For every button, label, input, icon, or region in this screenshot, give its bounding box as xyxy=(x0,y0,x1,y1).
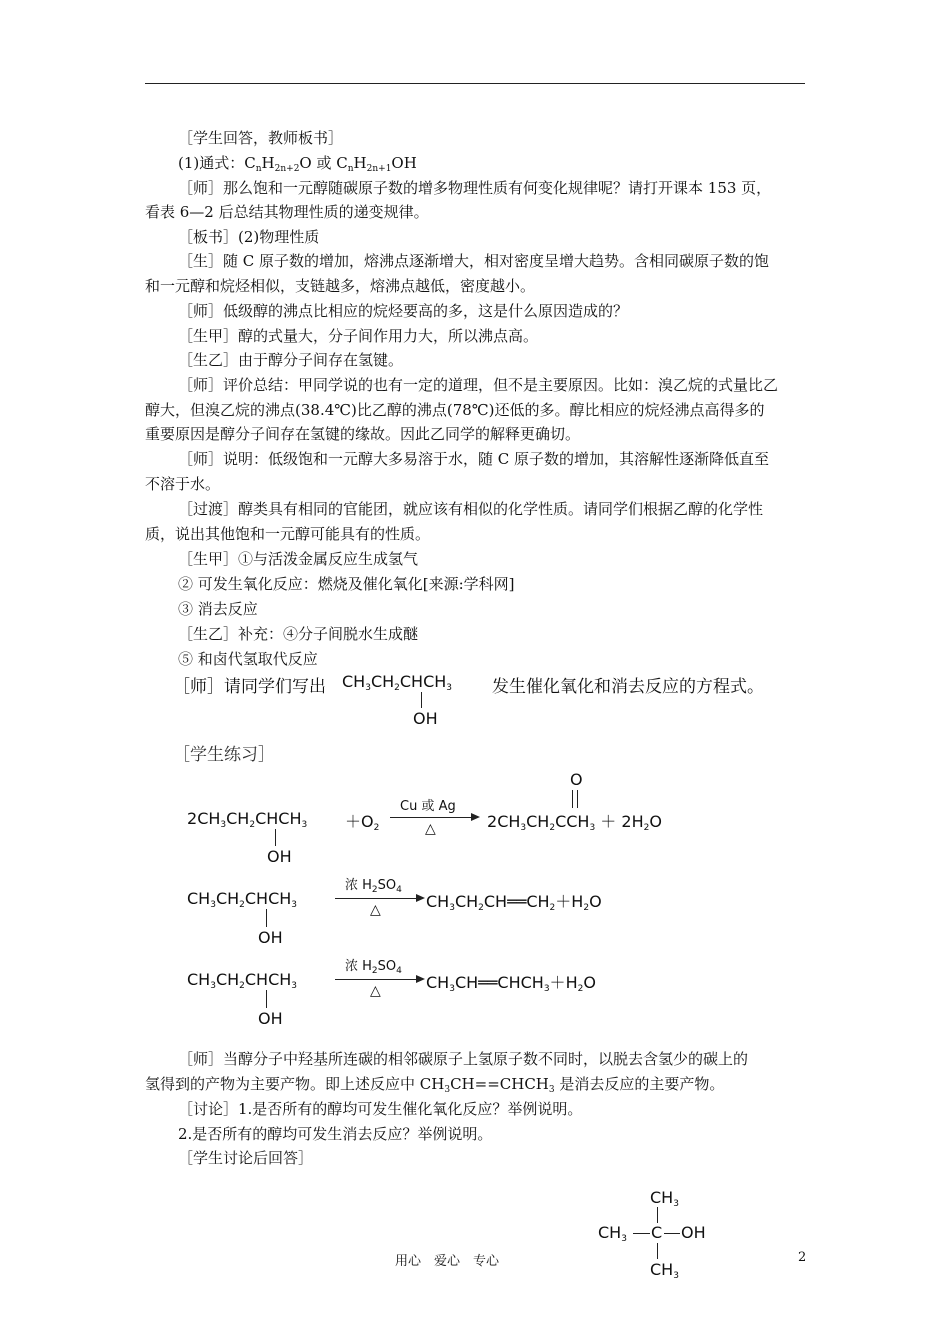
bond-line xyxy=(266,990,267,1008)
catalyst-label: 浓 $H_2SO_4$ xyxy=(345,878,402,895)
text-line: ⑤ 和卤代氢取代反应 xyxy=(178,650,318,668)
text-line: 2.是否所有的醇均可发生消去反应？举例说明。 xyxy=(178,1125,493,1143)
equation-3-product: $CH_3CH══CHCH_3+H_2O$ xyxy=(426,973,596,994)
equation-1-reactant: $2CH_3CH_2CHCH_3$ xyxy=(187,809,308,830)
heat-symbol: △ xyxy=(370,983,381,999)
methyl-left: $CH_3$ xyxy=(598,1223,627,1244)
text-line: 质，说出其他饱和一元醇可能具有的性质。 xyxy=(145,525,431,543)
hydroxyl-label: OH xyxy=(267,847,292,866)
bond-line xyxy=(657,1207,658,1223)
text-line: 醇大，但溴乙烷的沸点(38.4℃)比乙醇的沸点(78℃)还低的多。醇比相应的烷烃沸点高得多的 xyxy=(145,401,765,419)
text-line: ［师］说明：低级饱和一元醇大多易溶于水，随 C 原子数的增加，其溶解性逐渐降低直至 xyxy=(178,450,770,468)
hydroxyl-label: OH xyxy=(681,1223,706,1242)
bond-line xyxy=(664,1233,680,1234)
equation-3-reactant: $CH_3CH_2CHCH_3$ xyxy=(187,970,298,991)
text-line: ［生甲］醇的式量大，分子间作用力大，所以沸点高。 xyxy=(178,327,539,345)
text-line: ［板书］(2)物理性质 xyxy=(178,228,320,246)
text-line: ③ 消去反应 xyxy=(178,600,258,618)
text-line: ② 可发生氧化反应：燃烧及催化氧化[来源:学科网] xyxy=(178,575,515,593)
page-number: 2 xyxy=(798,1250,807,1265)
carbonyl-oxygen: O xyxy=(570,770,583,789)
bond-line xyxy=(657,1243,658,1259)
bond-line xyxy=(421,692,422,708)
methyl-top: $CH_3$ xyxy=(650,1188,679,1209)
text-line: ［生乙］补充：④分子间脱水生成醚 xyxy=(178,625,419,643)
heat-symbol: △ xyxy=(425,821,436,837)
text-line: ［师］那么饱和一元醇随碳原子数的增多物理性质有何变化规律呢？请打开课本 153 页， xyxy=(178,179,772,197)
equation-2-reactant: $CH_3CH_2CHCH_3$ xyxy=(187,889,298,910)
equation-1-product: $2CH_3CH_2CCH_3 + 2H_2O$ xyxy=(487,812,662,833)
teacher-prompt-suffix: 发生催化氧化和消去反应的方程式。 xyxy=(492,677,764,697)
heat-symbol: △ xyxy=(370,902,381,918)
text-line: 和一元醇和烷烃相似，支链越多，熔沸点越低，密度越小。 xyxy=(145,277,536,295)
text-line: 重要原因是醇分子间存在氢键的缘故。因此乙同学的解释更确切。 xyxy=(145,425,581,443)
hydroxyl-label: OH xyxy=(258,1009,283,1028)
header-rule xyxy=(145,83,805,84)
teacher-prompt-prefix: ［师］请同学们写出 xyxy=(173,677,326,697)
text-line: 氢得到的产物为主要产物。即上述反应中 $CH_3CH==CHCH_3$ 是消去反应的主要产物。 xyxy=(145,1075,725,1095)
student-practice-label: ［学生练习］ xyxy=(173,745,275,765)
text-line: ［生乙］由于醇分子间存在氢键。 xyxy=(178,351,404,369)
arrow-icon xyxy=(335,898,417,899)
central-carbon: C xyxy=(651,1223,663,1242)
text-line: ［讨论］1.是否所有的醇均可发生催化氧化反应？举例说明。 xyxy=(178,1100,583,1118)
bond-line xyxy=(633,1233,650,1234)
arrow-head-icon xyxy=(471,813,480,821)
footer-slogan: 用心 爱心 专心 xyxy=(395,1254,500,1269)
text-line: ［学生回答，教师板书］ xyxy=(178,129,344,147)
equation-2-product: $CH_3CH_2CH══CH_2+H_2O$ xyxy=(426,892,602,913)
catalyst-label: 浓 $H_2SO_4$ xyxy=(345,959,402,976)
text-line: ［师］评价总结：甲同学说的也有一定的道理，但不是主要原因。比如：溴乙烷的式量比乙 xyxy=(178,376,779,394)
text-line: ［学生讨论后回答］ xyxy=(178,1149,314,1167)
text-line: ［生］随 C 原子数的增加，熔沸点逐渐增大，相对密度呈增大趋势。含相同碳原子数的饱 xyxy=(178,252,770,270)
text-line: ［师］低级醇的沸点比相应的烷烃要高的多，这是什么原因造成的？ xyxy=(178,302,629,320)
arrow-icon xyxy=(335,979,417,980)
text-line: ［师］当醇分子中羟基所连碳的相邻碳原子上氢原子数不同时，以脱去含氢少的碳上的 xyxy=(178,1050,749,1068)
methyl-bottom: $CH_3$ xyxy=(650,1260,679,1281)
structure-2-butanol: $CH_3CH_2CHCH_3$ xyxy=(342,672,453,693)
catalyst-label: Cu 或 Ag xyxy=(400,799,456,814)
bond-line xyxy=(275,829,276,846)
arrow-head-icon xyxy=(416,975,425,983)
text-line: 看表 6—2 后总结其物理性质的递变规律。 xyxy=(145,203,429,221)
text-line: 不溶于水。 xyxy=(145,475,221,493)
equation-1-oxygen: $+O_2$ xyxy=(345,812,380,833)
arrow-head-icon xyxy=(416,894,425,902)
double-bond-left xyxy=(572,790,573,808)
hydroxyl-label: OH xyxy=(258,928,283,947)
formula-line: (1)通式：$C_nH_{2n+2}O$ 或 $C_nH_{2n+1}OH$ xyxy=(178,154,417,174)
bond-line xyxy=(266,909,267,927)
text-line: ［过渡］醇类具有相同的官能团，就应该有相似的化学性质。请同学们根据乙醇的化学性 xyxy=(178,500,764,518)
arrow-icon xyxy=(390,817,472,818)
double-bond-right xyxy=(577,790,578,808)
hydroxyl-label: OH xyxy=(413,709,438,728)
text-line: ［生甲］①与活泼金属反应生成氢气 xyxy=(178,550,419,568)
